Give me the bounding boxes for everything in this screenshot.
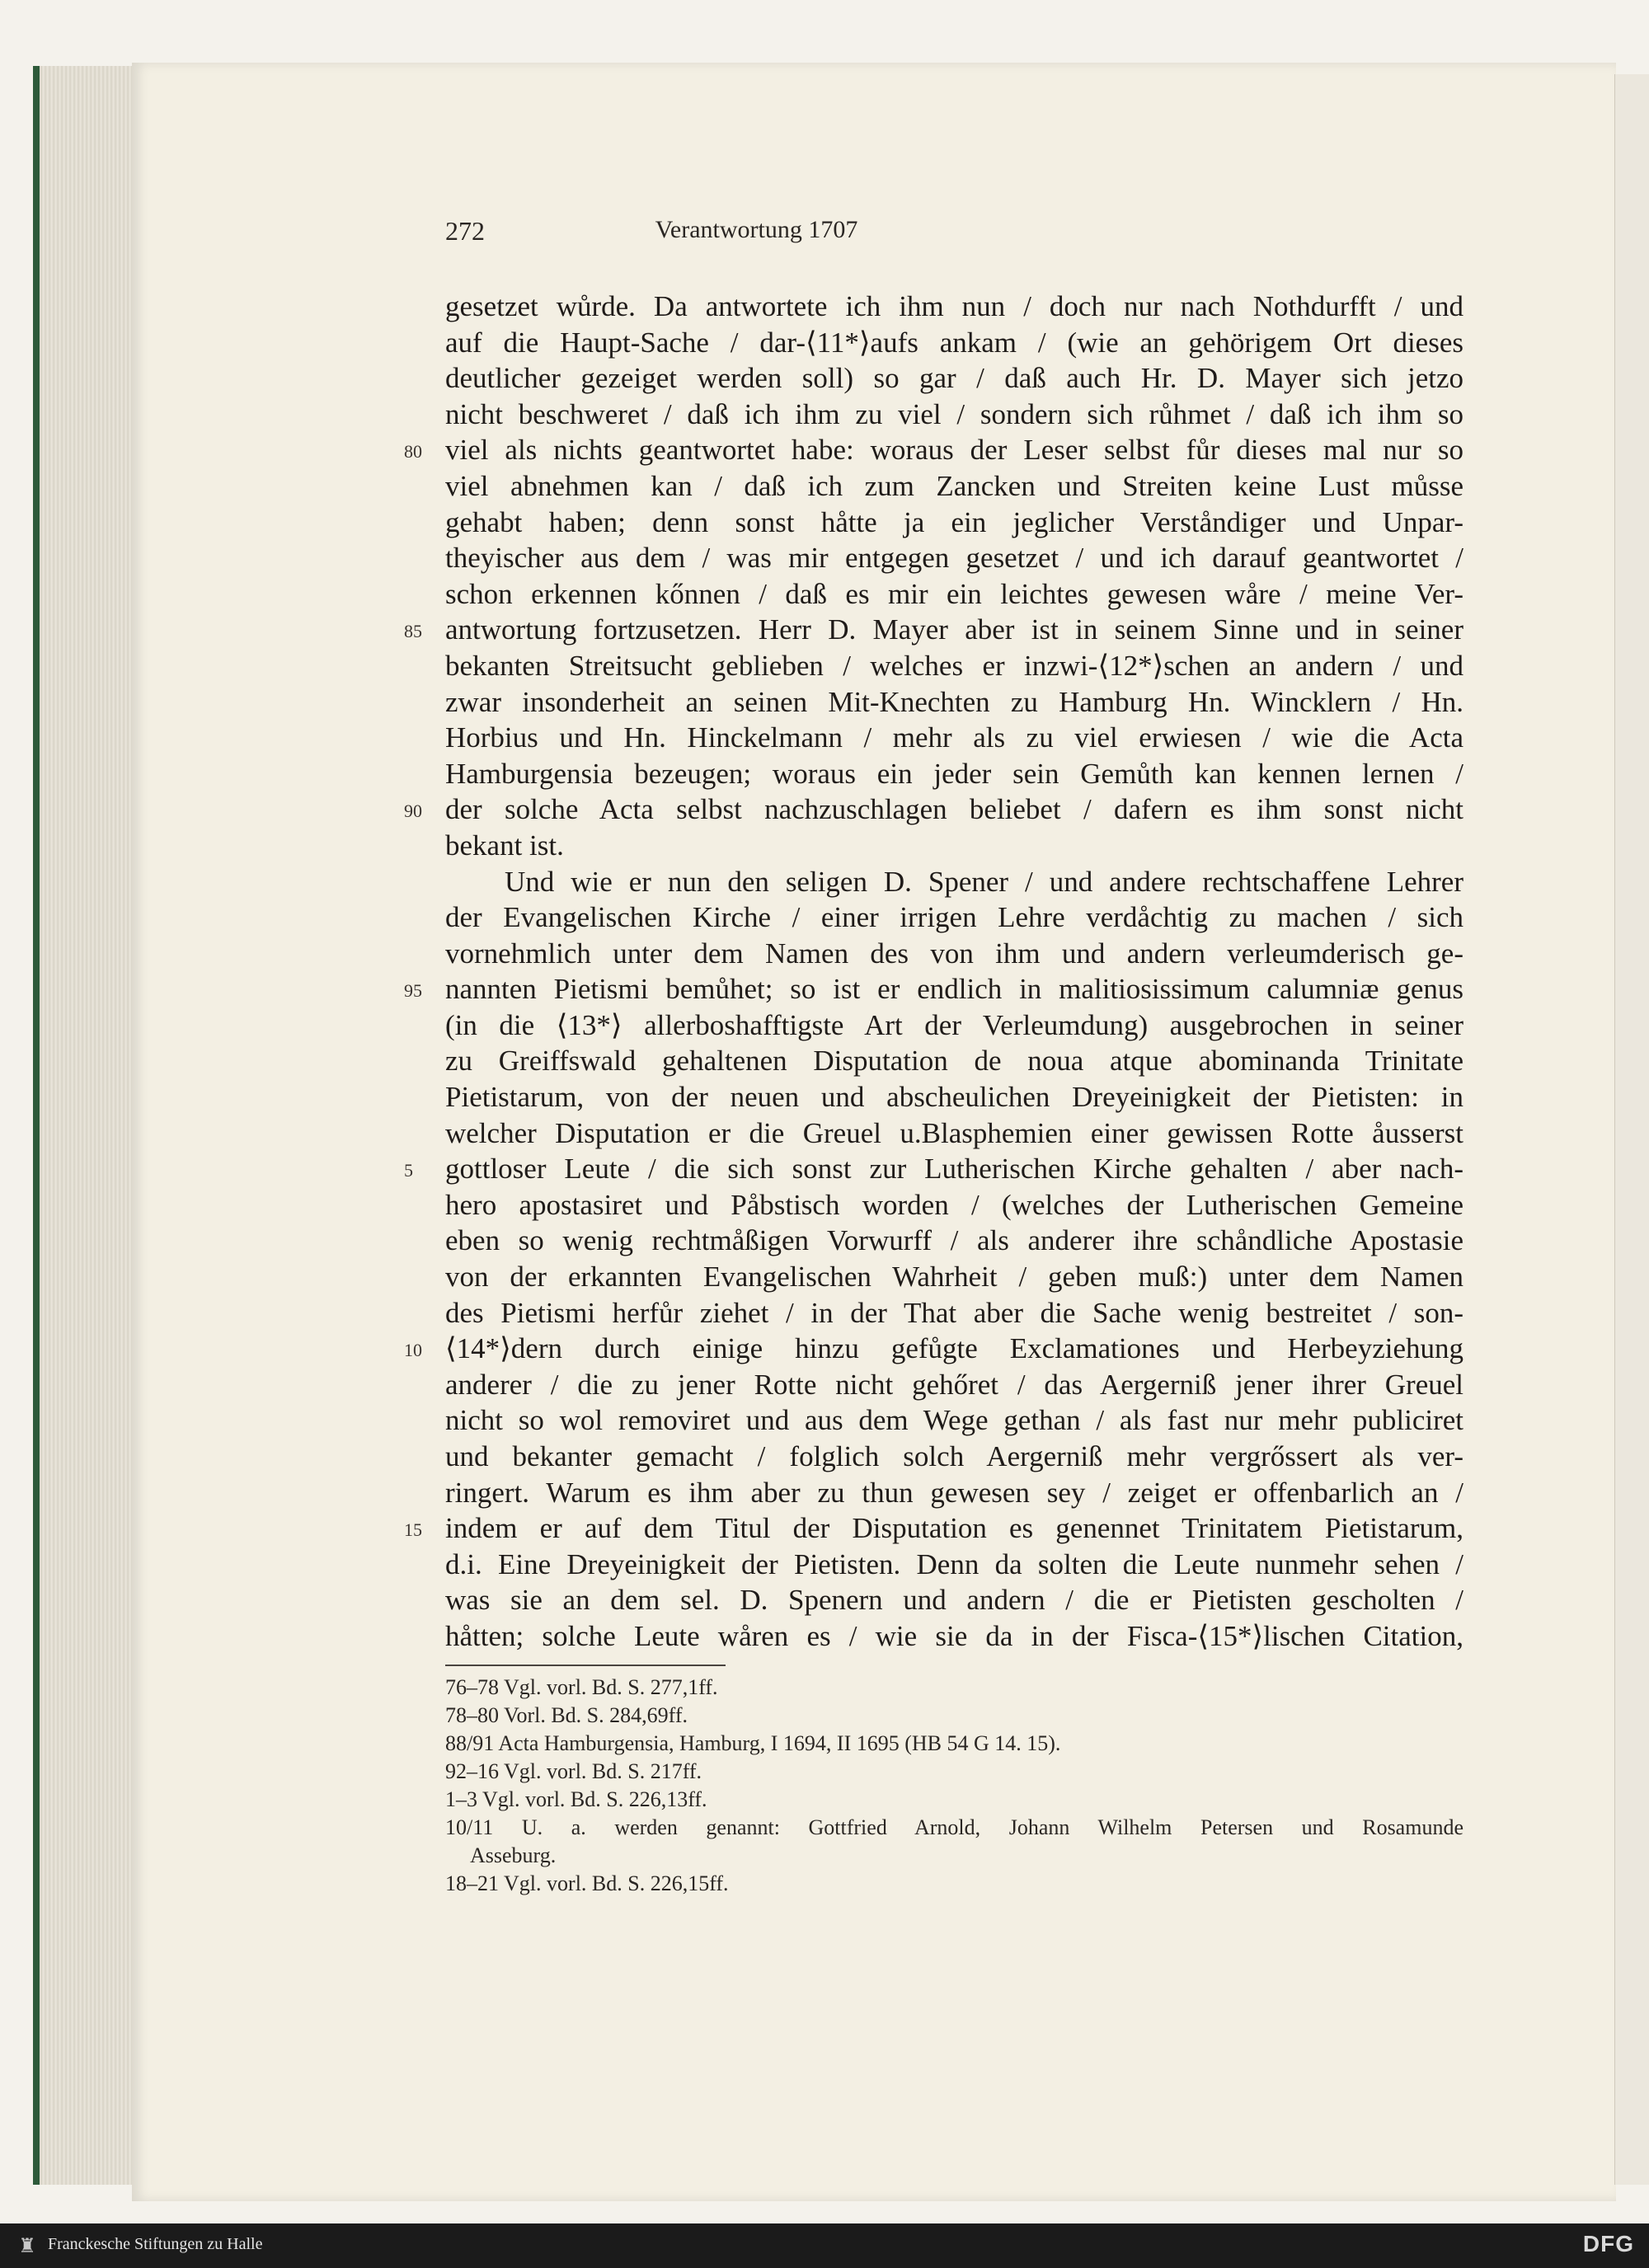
footnote: 1–3 Vgl. vorl. Bd. S. 226,13ff. [445,1787,707,1811]
line-text: des Pietismi herfůr ziehet / in der That aber die Sache wenig bestreitet / son- [445,1296,1463,1329]
text-line [445,1618,1463,1655]
line-number: 15 [404,1519,422,1541]
text-line [445,828,1463,864]
text-line [445,864,1463,900]
footnote: 18–21 Vgl. vorl. Bd. S. 226,15ff. [445,1871,729,1895]
line-text: viel als nichts geantwortet habe: woraus der Leser selbst fůr dieses mal nur so [445,434,1463,467]
line-text: viel abnehmen kan / daß ich zum Zancken und Streiten keine Lust můsse [445,469,1463,502]
text-line [445,1043,1463,1079]
institution-logo-icon: ♜ [18,2234,36,2257]
text-line [445,289,1463,325]
line-text: Pietistarum, von der neuen und abscheulichen Dreyeinigkeit der Pietisten: in [445,1081,1463,1114]
dfg-logo: DFG [1582,2231,1634,2256]
text-line [404,1331,1463,1367]
line-text: schon erkennen kőnnen / daß es mir ein leichtes gewesen wåre / meine Ver- [445,577,1463,610]
line-text: zwar insonderheit an seinen Mit-Knechten zu Hamburg Hn. Wincklern / Hn. [445,685,1463,718]
text-line [445,1187,1463,1223]
text-line [445,720,1463,756]
line-text: Und wie er nun den seligen D. Spener / und andere rechtschaffene Lehrer [505,865,1463,898]
facing-page-edge [1614,74,1649,2185]
body-text [404,289,1463,1655]
text-line [445,468,1463,505]
text-line [445,1402,1463,1439]
text-line [404,791,1463,828]
line-text: gottloser Leute / die sich sonst zur Lutherischen Kirche gehalten / aber nach- [445,1153,1463,1186]
text-line [445,505,1463,541]
text-line [445,756,1463,792]
line-text: und bekanter gemacht / folglich solch Aergerniß mehr vergrőssert als ver- [445,1440,1463,1472]
footnote: 76–78 Vgl. vorl. Bd. S. 277,1ff. [445,1675,718,1699]
text-line [445,1475,1463,1511]
text-line [445,576,1463,613]
line-text: håtten; solche Leute wåren es / wie sie da in der Fisca-⟨15*⟩lischen Citation, [445,1619,1463,1652]
line-number: 90 [404,801,422,822]
text-line [445,684,1463,721]
line-text: antwortung fortzusetzen. Herr D. Mayer aber ist in seinem Sinne und in seiner [445,613,1463,646]
book-page-edges [33,66,139,2185]
footnote-rule [445,1665,726,1666]
footnote: 10/11 U. a. werden genannt: Gottfried Arnold, Johann Wilhelm Petersen und Rosamunde [445,1815,1463,1839]
text-line [404,971,1463,1007]
line-text: anderer / die zu jener Rotte nicht gehőret / das Aergerniß jener ihrer Greuel [445,1368,1463,1401]
line-text: vornehmlich unter dem Namen des von ihm und andern verleumderisch ge- [445,937,1463,970]
line-text: welcher Disputation er die Greuel u.Blasphemien einer gewissen Rotte åusserst [445,1116,1463,1149]
line-text: was sie an dem sel. D. Spenern und andern / die er Pietisten gescholten / [445,1584,1463,1617]
text-line [445,1259,1463,1295]
line-text: zu Greiffswald gehaltenen Disputation de noua atque abominanda Trinitate [445,1045,1463,1078]
text-line [445,1223,1463,1259]
page-number: 272 [445,216,485,246]
line-text: Hamburgensia bezeugen; woraus ein jeder sein Gemůth kan kennen lernen / [445,757,1463,790]
line-text: ringert. Warum es ihm aber zu thun gewesen sey / zeiget er offenbarlich an / [445,1476,1463,1509]
text-line [445,540,1463,576]
line-text: der solche Acta selbst nachzuschlagen beliebet / dafern es ihm sonst nicht [445,793,1463,826]
line-text: theyischer aus dem / was mir entgegen gesetzet / und ich darauf geantwortet / [445,542,1463,575]
line-text: gesetzet wůrde. Da antwortete ich ihm nun / doch nur nach Nothdurfft / und [445,290,1463,322]
line-text: nicht beschweret / daß ich ihm zu viel / sondern sich růhmet / daß ich ihm so [445,397,1463,430]
text-line [445,325,1463,361]
line-text: nicht so wol removiret und aus dem Wege gethan / als fast nur mehr publiciret [445,1404,1463,1437]
line-text: nannten Pietismi bemůhet; so ist er endlich in malitiosissimum calumniæ genus [445,973,1463,1006]
text-line [445,1295,1463,1331]
line-text: bekanten Streitsucht geblieben / welches er inzwi-⟨12*⟩schen an andern / und [445,649,1463,682]
line-text: bekant ist. [445,829,564,862]
text-line [445,1439,1463,1475]
text-line [445,360,1463,397]
running-head [445,216,1068,265]
text-line [404,432,1463,468]
viewer-footer-bar [0,2223,1649,2268]
footnotes [445,1674,1463,1898]
library-name: Franckesche Stiftungen zu Halle [48,2235,263,2253]
line-text: ⟨14*⟩dern durch einige hinzu gefůgte Exclamationes und Herbeyziehung [445,1332,1463,1365]
line-text: von der erkannten Evangelischen Wahrheit / geben muß:) unter dem Namen [445,1261,1463,1294]
text-line [445,899,1463,936]
footnote: 92–16 Vgl. vorl. Bd. S. 217ff. [445,1759,702,1783]
footnote-continuation: Asseburg. [470,1843,557,1867]
text-line [404,1510,1463,1547]
text-line [445,936,1463,972]
line-text: eben so wenig rechtmåßigen Vorwurff / als anderer ihre schåndliche Apostasie [445,1224,1463,1257]
text-line [445,1079,1463,1115]
running-title: Verantwortung 1707 [655,216,858,243]
line-text: deutlicher gezeiget werden soll) so gar / daß auch Hr. D. Mayer sich jetzo [445,362,1463,395]
text-line [445,1115,1463,1152]
line-number: 10 [404,1340,422,1361]
footnote: 78–80 Vorl. Bd. S. 284,69ff. [445,1703,688,1727]
text-line [445,397,1463,433]
line-number: 5 [404,1160,413,1181]
line-text: der Evangelischen Kirche / einer irrigen Lehre verdåchtig zu machen / sich [445,901,1463,934]
footnote: 88/91 Acta Hamburgensia, Hamburg, I 1694, II 1695 (HB 54 G 14. 15). [445,1731,1061,1755]
text-line [445,1007,1463,1044]
line-text: Horbius und Hn. Hinckelmann / mehr als zu viel erwiesen / wie die Acta [445,721,1463,754]
line-text: indem er auf dem Titul der Disputation es genennet Trinitatem Pietistarum, [445,1512,1463,1545]
line-text: (in die ⟨13*⟩ allerboshafftigste Art der Verleumdung) ausgebrochen in seiner [445,1008,1463,1041]
line-text: auf die Haupt-Sache / dar-⟨11*⟩aufs ankam / (wie an gehörigem Ort dieses [445,326,1463,359]
text-line [445,1367,1463,1403]
text-line [404,1151,1463,1187]
line-text: gehabt haben; denn sonst håtte ja ein jeglicher Verståndiger und Unpar- [445,505,1463,538]
text-line [445,1547,1463,1583]
line-number: 95 [404,980,422,1002]
line-number: 85 [404,621,422,642]
text-line [445,1582,1463,1618]
text-line [445,648,1463,684]
line-number: 80 [404,441,422,463]
text-line [404,612,1463,648]
line-text: d.i. Eine Dreyeinigkeit der Pietisten. Denn da solten die Leute nunmehr sehen / [445,1547,1463,1580]
line-text: hero apostasiret und Påbstisch worden / (welches der Lutherischen Gemeine [445,1188,1463,1221]
